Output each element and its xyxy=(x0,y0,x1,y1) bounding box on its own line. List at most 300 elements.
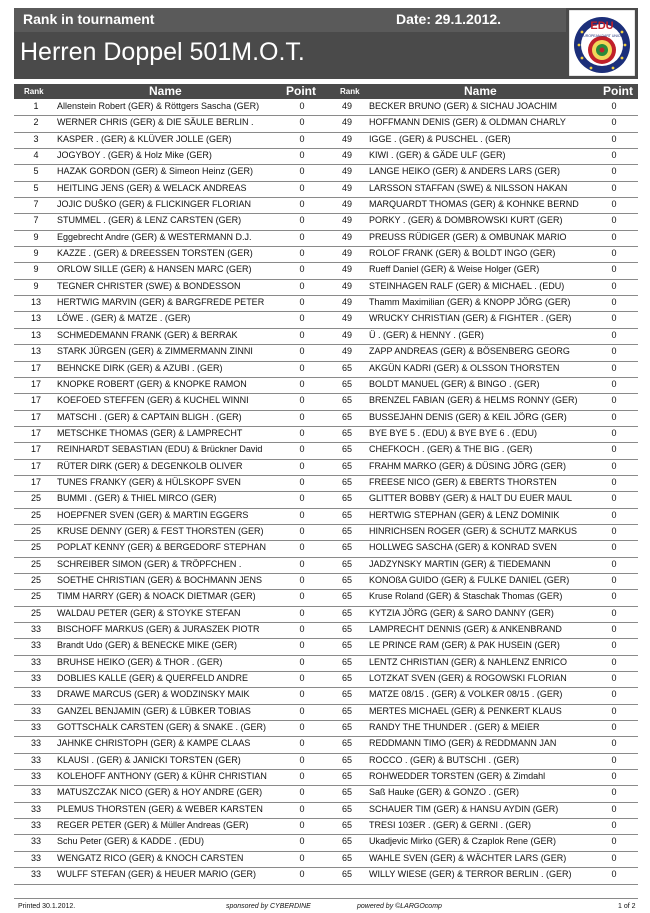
name-cell: SCHREIBER SIMON (GER) & TRÖPFCHEN . xyxy=(57,558,242,569)
point-cell: 0 xyxy=(299,378,305,389)
point-cell: 0 xyxy=(299,313,305,324)
name-cell: DOBLIES KALLE (GER) & QUERFELD ANDRE xyxy=(57,673,249,684)
rank-cell: 13 xyxy=(30,329,41,340)
name-cell: RÜTER DIRK (GER) & DEGENKOLB OLIVER xyxy=(57,460,243,471)
rank-cell: 49 xyxy=(341,297,352,308)
point-cell: 0 xyxy=(611,248,617,259)
name-cell: KLAUSI . (GER) & JANICKI TORSTEN (GER) xyxy=(57,754,241,765)
name-cell: Kruse Roland (GER) & Staschak Thomas (GER) xyxy=(369,591,563,602)
rank-cell: 9 xyxy=(33,264,39,275)
rank-cell: 25 xyxy=(30,542,41,553)
event-title: Herren Doppel 501M.O.T. xyxy=(20,38,305,66)
name-cell: LAMPRECHT DENNIS (GER) & ANKENBRAND xyxy=(369,624,562,634)
rank-cell: 65 xyxy=(341,476,352,487)
rank-cell: 25 xyxy=(30,493,41,504)
rank-cell: 9 xyxy=(33,231,39,242)
name-cell: POPLAT KENNY (GER) & BERGEDORF STEPHAN xyxy=(57,542,267,553)
point-cell: 0 xyxy=(299,199,305,210)
name-cell: ORLOW SILLE (GER) & HANSEN MARC (GER) xyxy=(57,264,252,275)
name-cell: LE PRINCE RAM (GER) & PAK HUSEIN (GER) xyxy=(369,640,560,651)
name-cell: WULFF STEFAN (GER) & HEUER MARIO (GER) xyxy=(57,869,257,880)
rank-cell: 49 xyxy=(341,248,352,259)
name-cell: LANGE HEIKO (GER) & ANDERS LARS (GER) xyxy=(369,166,561,177)
point-cell: 0 xyxy=(299,754,305,765)
table-row xyxy=(14,411,638,427)
rank-cell: 25 xyxy=(30,509,41,520)
name-cell: KOLEHOFF ANTHONY (GER) & KÜHR CHRISTIAN xyxy=(57,771,267,782)
table-row xyxy=(14,116,638,132)
name-cell: HINRICHSEN ROGER (GER) & SCHUTZ MARKUS xyxy=(369,525,578,536)
col-point-left: Point xyxy=(286,84,316,98)
svg-text:EUROPEAN DART UNION: EUROPEAN DART UNION xyxy=(580,34,624,38)
rank-cell: 33 xyxy=(30,836,41,847)
rank-cell: 5 xyxy=(33,166,39,177)
point-cell: 0 xyxy=(611,460,617,471)
rank-cell: 65 xyxy=(341,542,352,553)
rank-cell: 17 xyxy=(30,378,41,389)
point-cell: 0 xyxy=(611,199,617,210)
point-cell: 0 xyxy=(611,378,617,389)
rank-cell: 65 xyxy=(341,689,352,700)
name-cell: ZAPP ANDREAS (GER) & BÖSENBERG GEORG xyxy=(369,346,570,357)
point-cell: 0 xyxy=(299,836,305,847)
rank-cell: 33 xyxy=(30,689,41,700)
rank-cell: 33 xyxy=(30,738,41,749)
rank-cell: 17 xyxy=(30,362,41,373)
name-cell: METSCHKE THOMAS (GER) & LAMPRECHT xyxy=(57,427,243,438)
point-cell: 0 xyxy=(299,182,305,193)
name-cell: KOEFOED STEFFEN (GER) & KUCHEL WINNI xyxy=(57,395,249,406)
rank-cell: 17 xyxy=(30,444,41,455)
point-cell: 0 xyxy=(299,166,305,177)
header-top-bar xyxy=(14,8,566,32)
table-row xyxy=(14,786,638,802)
point-cell: 0 xyxy=(611,771,617,782)
table-row xyxy=(14,623,638,639)
rank-cell: 9 xyxy=(33,248,39,259)
report-date: Date: 29.1.2012. xyxy=(396,11,502,27)
dartboard-icon xyxy=(588,36,616,64)
point-cell: 0 xyxy=(299,624,305,634)
table-row xyxy=(14,639,638,655)
name-cell: KIWI . (GER) & GÄDE ULF (GER) xyxy=(369,150,506,161)
rank-cell: 65 xyxy=(341,591,352,602)
point-cell: 0 xyxy=(299,542,305,553)
name-cell: MATSCHI . (GER) & CAPTAIN BLIGH . (GER) xyxy=(57,411,242,422)
name-cell: WRUCKY CHRISTIAN (GER) & FIGHTER . (GER) xyxy=(369,313,572,324)
sponsor-text: sponsored by CYBERDINE xyxy=(226,903,311,910)
name-cell: BYE BYE 5 . (EDU) & BYE BYE 6 . (EDU) xyxy=(369,427,538,438)
point-cell: 0 xyxy=(299,264,305,275)
name-cell: BUMMI . (GER) & THIEL MIRCO (GER) xyxy=(57,493,217,504)
point-cell: 0 xyxy=(299,673,305,684)
table-row xyxy=(14,165,638,181)
name-cell: PORKY . (GER) & DOMBROWSKI KURT (GER) xyxy=(369,215,563,226)
rank-cell: 33 xyxy=(30,656,41,667)
table-row xyxy=(14,558,638,574)
name-cell: BRENZEL FABIAN (GER) & HELMS RONNY (GER) xyxy=(369,395,578,406)
name-cell: STARK JÜRGEN (GER) & ZIMMERMANN ZINNI xyxy=(57,346,253,357)
rank-cell: 33 xyxy=(30,852,41,863)
table-row xyxy=(14,509,638,525)
name-cell: HERTWIG MARVIN (GER) & BARGFREDE PETER xyxy=(57,297,265,308)
point-cell: 0 xyxy=(611,640,617,651)
name-cell: REDDMANN TIMO (GER) & REDDMANN JAN xyxy=(369,738,557,749)
point-cell: 0 xyxy=(299,476,305,487)
rank-cell: 49 xyxy=(341,182,352,193)
point-cell: 0 xyxy=(299,444,305,455)
rank-cell: 49 xyxy=(341,199,352,210)
rank-cell: 33 xyxy=(30,673,41,684)
rank-cell: 65 xyxy=(341,771,352,782)
point-cell: 0 xyxy=(299,215,305,226)
name-cell: Thamm Maximilian (GER) & KNOPP JÖRG (GER) xyxy=(369,297,571,308)
rank-cell: 65 xyxy=(341,525,352,536)
name-cell: TEGNER CHRISTER (SWE) & BONDESSON xyxy=(57,280,241,291)
table-row xyxy=(14,100,638,116)
point-cell: 0 xyxy=(611,836,617,847)
name-cell: STUMMEL . (GER) & LENZ CARSTEN (GER) xyxy=(57,215,242,226)
point-cell: 0 xyxy=(299,869,305,880)
rank-cell: 17 xyxy=(30,476,41,487)
rank-cell: 49 xyxy=(341,313,352,324)
table-row xyxy=(14,607,638,623)
name-cell: BUSSEJAHN DENIS (GER) & KEIL JÖRG (GER) xyxy=(369,411,567,422)
name-cell: CHEFKOCH . (GER) & THE BIG . (GER) xyxy=(369,444,533,455)
table-row xyxy=(14,296,638,312)
name-cell: MARQUARDT THOMAS (GER) & KOHNKE BERND xyxy=(369,199,579,210)
name-cell: KONOßA GUIDO (GER) & FULKE DANIEL (GER) xyxy=(369,574,570,585)
rank-cell: 25 xyxy=(30,525,41,536)
point-cell: 0 xyxy=(611,150,617,161)
table-row xyxy=(14,280,638,296)
rank-cell: 65 xyxy=(341,460,352,471)
point-cell: 0 xyxy=(611,509,617,520)
name-cell: DRAWE MARCUS (GER) & WODZINSKY MAIK xyxy=(57,689,250,700)
point-cell: 0 xyxy=(611,346,617,357)
name-cell: STEINHAGEN RALF (GER) & MICHAEL . (EDU) xyxy=(369,280,565,291)
point-cell: 0 xyxy=(611,803,617,814)
name-cell: TUNES FRANKY (GER) & HÜLSKOPF SVEN xyxy=(57,476,241,487)
rank-cell: 33 xyxy=(30,820,41,831)
table-row xyxy=(14,247,638,263)
table-row xyxy=(14,427,638,443)
rank-cell: 13 xyxy=(30,313,41,324)
rank-cell: 13 xyxy=(30,297,41,308)
name-cell: WAHLE SVEN (GER) & WÄCHTER LARS (GER) xyxy=(369,852,567,863)
name-cell: Schu Peter (GER) & KADDE . (EDU) xyxy=(57,836,205,847)
table-row xyxy=(14,754,638,770)
point-cell: 0 xyxy=(299,820,305,831)
col-point-right: Point xyxy=(603,84,633,98)
table-row xyxy=(14,656,638,672)
name-cell: GANZEL BENJAMIN (GER) & LÜBKER TOBIAS xyxy=(57,705,251,716)
table-row xyxy=(14,312,638,328)
point-cell: 0 xyxy=(611,493,617,504)
rank-cell: 65 xyxy=(341,722,352,733)
name-cell: IGGE . (GER) & PUSCHEL . (GER) xyxy=(369,133,511,144)
point-cell: 0 xyxy=(299,395,305,406)
point-cell: 0 xyxy=(299,738,305,749)
ranking-table xyxy=(14,100,638,885)
table-row xyxy=(14,590,638,606)
point-cell: 0 xyxy=(299,509,305,520)
rank-cell: 65 xyxy=(341,395,352,406)
rank-cell: 33 xyxy=(30,722,41,733)
point-cell: 0 xyxy=(299,574,305,585)
point-cell: 0 xyxy=(611,558,617,569)
name-cell: REINHARDT SEBASTIAN (EDU) & Brückner David xyxy=(57,444,263,455)
table-row xyxy=(14,852,638,868)
point-cell: 0 xyxy=(611,411,617,422)
name-cell: WALDAU PETER (GER) & STOYKE STEFAN xyxy=(57,607,241,618)
col-name-left: Name xyxy=(149,84,182,98)
name-cell: BRUHSE HEIKO (GER) & THOR . (GER) xyxy=(57,656,223,667)
point-cell: 0 xyxy=(611,591,617,602)
rank-cell: 49 xyxy=(341,215,352,226)
printed-date: Printed 30.1.2012. xyxy=(18,903,76,910)
point-cell: 0 xyxy=(299,525,305,536)
rank-cell: 49 xyxy=(341,280,352,291)
point-cell: 0 xyxy=(611,722,617,733)
table-row xyxy=(14,721,638,737)
name-cell: FREESE NICO (GER) & EBERTS THORSTEN xyxy=(369,476,557,487)
name-cell: LARSSON STAFFAN (SWE) & NILSSON HAKAN xyxy=(369,182,568,193)
rank-cell: 5 xyxy=(33,182,39,193)
point-cell: 0 xyxy=(611,395,617,406)
point-cell: 0 xyxy=(611,215,617,226)
name-cell: Allenstein Robert (GER) & Röttgers Sascha (GER) xyxy=(57,101,260,111)
table-row xyxy=(14,672,638,688)
rank-cell: 65 xyxy=(341,624,352,634)
rank-cell: 49 xyxy=(341,101,352,111)
table-row xyxy=(14,803,638,819)
name-cell: WENGATZ RICO (GER) & KNOCH CARSTEN xyxy=(57,852,244,863)
name-cell: SCHAUER TIM (GER) & HANSU AYDIN (GER) xyxy=(369,803,559,814)
rank-cell: 65 xyxy=(341,852,352,863)
rank-cell: 17 xyxy=(30,460,41,471)
rank-cell: 65 xyxy=(341,574,352,585)
name-cell: KYTZIA JÖRG (GER) & SARO DANNY (GER) xyxy=(369,607,554,618)
rank-cell: 65 xyxy=(341,836,352,847)
point-cell: 0 xyxy=(299,607,305,618)
point-cell: 0 xyxy=(299,705,305,716)
table-row xyxy=(14,182,638,198)
rank-cell: 65 xyxy=(341,493,352,504)
table-row xyxy=(14,737,638,753)
name-cell: GOTTSCHALK CARSTEN (GER) & SNAKE . (GER) xyxy=(57,722,267,733)
name-cell: TIMM HARRY (GER) & NOACK DIETMAR (GER) xyxy=(57,591,256,602)
point-cell: 0 xyxy=(611,264,617,275)
name-cell: BECKER BRUNO (GER) & SICHAU JOACHIM xyxy=(369,101,558,111)
table-row xyxy=(14,476,638,492)
rank-cell: 65 xyxy=(341,509,352,520)
page-footer xyxy=(14,898,638,913)
name-cell: REGER PETER (GER) & Müller Andreas (GER) xyxy=(57,820,249,831)
name-cell: PLEMUS THORSTEN (GER) & WEBER KARSTEN xyxy=(57,803,263,814)
name-cell: KAZZE . (GER) & DREESSEN TORSTEN (GER) xyxy=(57,248,253,259)
name-cell: Rueff Daniel (GER) & Weise Holger (GER) xyxy=(369,264,540,275)
table-row xyxy=(14,329,638,345)
point-cell: 0 xyxy=(299,362,305,373)
point-cell: 0 xyxy=(611,787,617,798)
name-cell: KNOPKE ROBERT (GER) & KNOPKE RAMON xyxy=(57,378,247,389)
rank-cell: 65 xyxy=(341,673,352,684)
point-cell: 0 xyxy=(299,133,305,144)
point-cell: 0 xyxy=(299,558,305,569)
point-cell: 0 xyxy=(299,427,305,438)
rank-cell: 65 xyxy=(341,820,352,831)
point-cell: 0 xyxy=(299,722,305,733)
rank-cell: 65 xyxy=(341,362,352,373)
rank-cell: 65 xyxy=(341,738,352,749)
point-cell: 0 xyxy=(611,820,617,831)
table-row xyxy=(14,819,638,835)
table-row xyxy=(14,133,638,149)
table-row xyxy=(14,541,638,557)
table-row xyxy=(14,198,638,214)
rank-cell: 65 xyxy=(341,378,352,389)
point-cell: 0 xyxy=(299,803,305,814)
rank-cell: 33 xyxy=(30,640,41,651)
point-cell: 0 xyxy=(299,689,305,700)
name-cell: MERTES MICHAEL (GER) & PENKERT KLAUS xyxy=(369,705,562,716)
name-cell: BISCHOFF MARKUS (GER) & JURASZEK PIOTR xyxy=(57,624,260,634)
name-cell: LOTZKAT SVEN (GER) & ROGOWSKI FLORIAN xyxy=(369,673,567,684)
rank-cell: 49 xyxy=(341,329,352,340)
table-row xyxy=(14,149,638,165)
point-cell: 0 xyxy=(299,150,305,161)
point-cell: 0 xyxy=(611,427,617,438)
rank-cell: 33 xyxy=(30,787,41,798)
point-cell: 0 xyxy=(299,346,305,357)
rank-cell: 49 xyxy=(341,117,352,128)
name-cell: KASPER . (GER) & KLÜVER JOLLE (GER) xyxy=(57,133,232,144)
point-cell: 0 xyxy=(611,869,617,880)
table-row xyxy=(14,835,638,851)
point-cell: 0 xyxy=(611,673,617,684)
name-cell: LÖWE . (GER) & MATZE . (GER) xyxy=(57,313,191,324)
name-cell: ROLOF FRANK (GER) & BOLDT INGO (GER) xyxy=(369,248,556,259)
rank-cell: 25 xyxy=(30,607,41,618)
rank-cell: 25 xyxy=(30,558,41,569)
point-cell: 0 xyxy=(299,280,305,291)
table-row xyxy=(14,214,638,230)
name-cell: SCHMEDEMANN FRANK (GER) & BERRAK xyxy=(57,329,238,340)
rank-cell: 65 xyxy=(341,640,352,651)
point-cell: 0 xyxy=(611,362,617,373)
rank-cell: 7 xyxy=(33,199,39,210)
point-cell: 0 xyxy=(611,689,617,700)
point-cell: 0 xyxy=(611,624,617,634)
point-cell: 0 xyxy=(611,754,617,765)
point-cell: 0 xyxy=(299,297,305,308)
name-cell: ROCCO . (GER) & BUTSCHI . (GER) xyxy=(369,754,520,765)
point-cell: 0 xyxy=(299,787,305,798)
name-cell: MATUSZCZAK NICO (GER) & HOY ANDRE (GER) xyxy=(57,787,263,798)
point-cell: 0 xyxy=(611,231,617,242)
point-cell: 0 xyxy=(299,656,305,667)
edu-logo xyxy=(569,10,635,76)
col-rank-right: Rank xyxy=(340,87,360,96)
rank-cell: 49 xyxy=(341,264,352,275)
point-cell: 0 xyxy=(299,411,305,422)
name-cell: Brandt Udo (GER) & BENECKE MIKE (GER) xyxy=(57,640,238,651)
point-cell: 0 xyxy=(611,738,617,749)
name-cell: FRAHM MARKO (GER) & DÜSING JÖRG (GER) xyxy=(369,460,567,471)
rank-cell: 33 xyxy=(30,771,41,782)
point-cell: 0 xyxy=(611,166,617,177)
rank-cell: 49 xyxy=(341,166,352,177)
page-number: 1 of 2 xyxy=(618,903,636,910)
svg-text:EDU: EDU xyxy=(590,20,614,32)
table-row xyxy=(14,378,638,394)
rank-cell: 49 xyxy=(341,150,352,161)
rank-cell: 65 xyxy=(341,869,352,880)
table-row xyxy=(14,263,638,279)
rank-cell: 65 xyxy=(341,787,352,798)
name-cell: BOLDT MANUEL (GER) & BINGO . (GER) xyxy=(369,378,540,389)
rank-cell: 25 xyxy=(30,574,41,585)
name-cell: JOJIC DUŠKO (GER) & FLICKINGER FLORIAN xyxy=(57,199,252,210)
rank-cell: 49 xyxy=(341,231,352,242)
name-cell: Eggebrecht Andre (GER) & WESTERMANN D.J. xyxy=(57,231,252,242)
point-cell: 0 xyxy=(611,852,617,863)
name-cell: HOLLWEG SASCHA (GER) & KONRAD SVEN xyxy=(369,542,557,553)
rank-cell: 9 xyxy=(33,280,39,291)
name-cell: JADZYNSKY MARTIN (GER) & TIEDEMANN xyxy=(369,558,551,569)
name-cell: SOETHE CHRISTIAN (GER) & BOCHMANN JENS xyxy=(57,574,263,585)
name-cell: ROHWEDDER TORSTEN (GER) & Zimdahl xyxy=(369,771,546,782)
name-cell: WERNER CHRIS (GER) & DIE SÄULE BERLIN . xyxy=(57,117,254,128)
point-cell: 0 xyxy=(611,329,617,340)
rank-cell: 33 xyxy=(30,869,41,880)
point-cell: 0 xyxy=(299,101,305,111)
rank-cell: 33 xyxy=(30,803,41,814)
name-cell: AKGÜN KADRI (GER) & OLSSON THORSTEN xyxy=(369,362,560,373)
rank-cell: 49 xyxy=(341,346,352,357)
col-name-right: Name xyxy=(464,84,497,98)
rank-cell: 1 xyxy=(33,101,39,111)
point-cell: 0 xyxy=(299,117,305,128)
point-cell: 0 xyxy=(611,297,617,308)
rank-cell: 65 xyxy=(341,607,352,618)
table-row xyxy=(14,705,638,721)
rank-cell: 49 xyxy=(341,133,352,144)
point-cell: 0 xyxy=(611,182,617,193)
name-cell: HOFFMANN DENIS (GER) & OLDMAN CHARLY xyxy=(369,117,566,128)
rank-cell: 17 xyxy=(30,395,41,406)
table-row xyxy=(14,345,638,361)
name-cell: KRUSE DENNY (GER) & FEST THORSTEN (GER) xyxy=(57,525,264,536)
table-row xyxy=(14,868,638,884)
rank-cell: 65 xyxy=(341,705,352,716)
point-cell: 0 xyxy=(611,656,617,667)
table-row xyxy=(14,525,638,541)
point-cell: 0 xyxy=(299,493,305,504)
rank-cell: 65 xyxy=(341,427,352,438)
name-cell: Ü . (GER) & HENNY . (GER) xyxy=(369,329,484,340)
point-cell: 0 xyxy=(611,542,617,553)
rank-cell: 33 xyxy=(30,624,41,634)
table-row xyxy=(14,460,638,476)
name-cell: LENTZ CHRISTIAN (GER) & NAHLENZ ENRICO xyxy=(369,656,568,667)
point-cell: 0 xyxy=(299,460,305,471)
name-cell: JOGYBOY . (GER) & Holz Mike (GER) xyxy=(57,150,212,161)
rank-cell: 4 xyxy=(33,150,39,161)
table-row xyxy=(14,362,638,378)
name-cell: JAHNKE CHRISTOPH (GER) & KAMPE CLAAS xyxy=(57,738,251,749)
